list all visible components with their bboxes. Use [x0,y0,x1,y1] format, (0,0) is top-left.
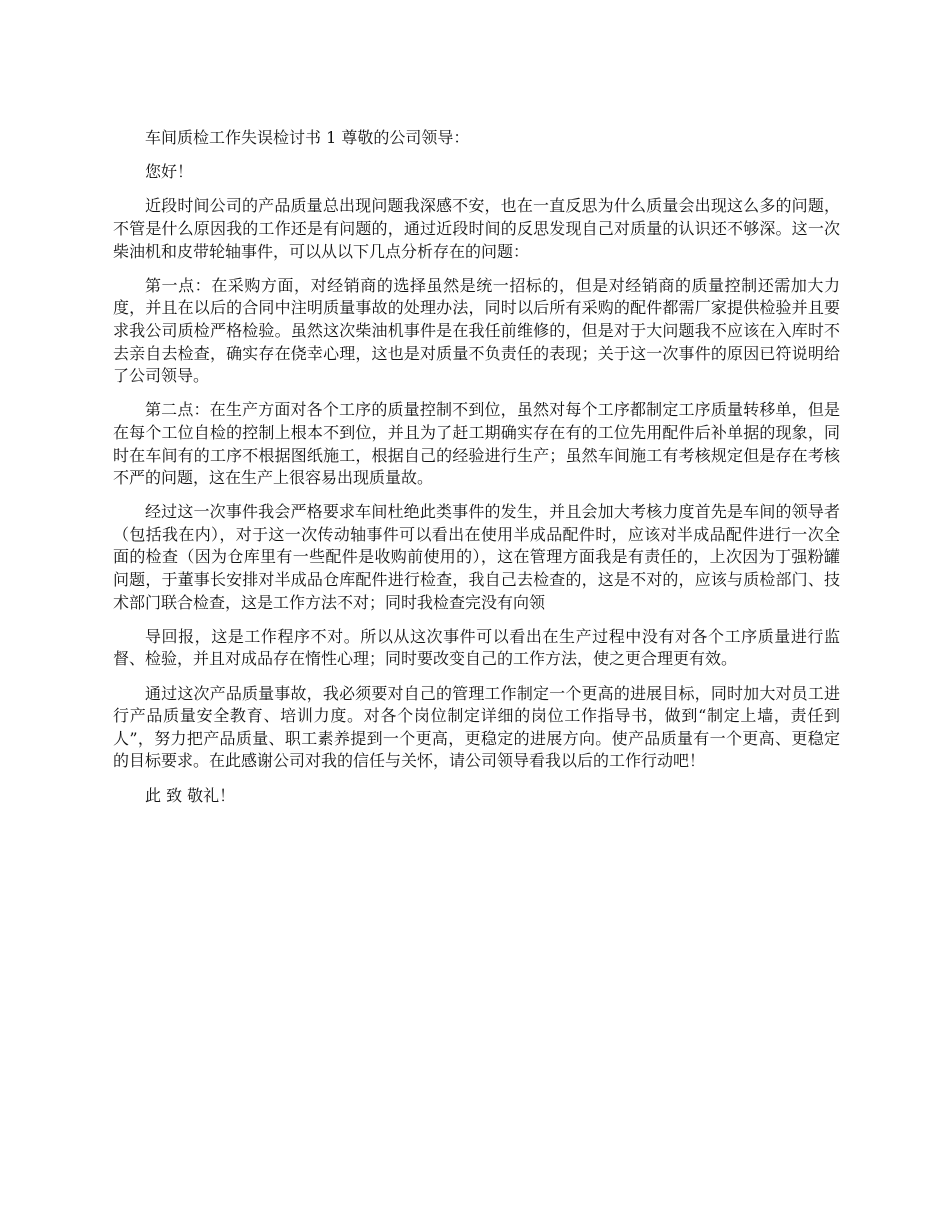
paragraph-intro: 近段时间公司的产品质量总出现问题我深感不安，也在一直反思为什么质量会出现这么多的问题，不管是什么原因我的工作还是有问题的，通过近段时间的反思发现自己对质量的认识还不够深。这一次柴油机和皮带轮轴事件，可以从以下几点分析存在的问题： [113,196,840,261]
paragraph-point-two: 第二点：在生产方面对各个工序的质量控制不到位，虽然对每个工序都制定工序质量转移单，但是在每个工位自检的控制上根本不到位，并且为了赶工期确实存在有的工位先用配件后补单据的现象，同时在车间有的工序不根据图纸施工，根据自己的经验进行生产；虽然车间施工有考核规定但是存在考核不严的问题，这在生产上很容易出现质量故。 [113,400,840,488]
paragraph-point-one: 第一点：在采购方面，对经销商的选择虽然是统一招标的，但是对经销商的质量控制还需加大力度，并且在以后的合同中注明质量事故的处理办法，同时以后所有采购的配件都需厂家提供检验并且要求我公司质检严格检验。虽然这次柴油机事件是在我任前维修的，但是对于大问题我不应该在入库时不去亲自去检查，确实存在侥幸心理，这也是对质量不负责任的表现；关于这一次事件的原因已符说明给了公司领导。 [113,275,840,386]
document-page [113,127,840,819]
paragraph-continuation: 导回报，这是工作程序不对。所以从这次事件可以看出在生产过程中没有对各个工序质量进行监督、检验，并且对成品存在惰性心理；同时要改变自己的工作方法，使之更合理更有效。 [113,626,840,669]
paragraph-goals: 通过这次产品质量事故，我必须要对自己的管理工作制定一个更高的进展目标，同时加大对员工进行产品质量安全教育、培训力度。对各个岗位制定详细的岗位工作指导书，做到“制定上墙，责任到人”，努力把产品质量、职工素养提到一个更高，更稳定的进展方向。使产品质量有一个更高、更稳定的目标要求。在此感谢公司对我的信任与关怀，请公司领导看我以后的工作行动吧！ [113,683,840,771]
paragraph-measures: 经过这一次事件我会严格要求车间杜绝此类事件的发生，并且会加大考核力度首先是车间的领导者（包括我在内），对于这一次传动轴事件可以看出在使用半成品配件时，应该对半成品配件进行一次全面的检查（因为仓库里有一些配件是收购前使用的），这在管理方面我是有责任的，上次因为丁强粉罐问题，于董事长安排对半成品仓库配件进行检查，我自己去检查的，这是不对的，应该与质检部门、技术部门联合检查，这是工作方法不对；同时我检查完没有向领 [113,502,840,612]
document-title-line: 车间质检工作失误检讨书 1 尊敬的公司领导： [145,128,470,147]
closing: 此 致 敬礼！ [145,785,236,805]
greeting: 您好！ [145,162,194,182]
